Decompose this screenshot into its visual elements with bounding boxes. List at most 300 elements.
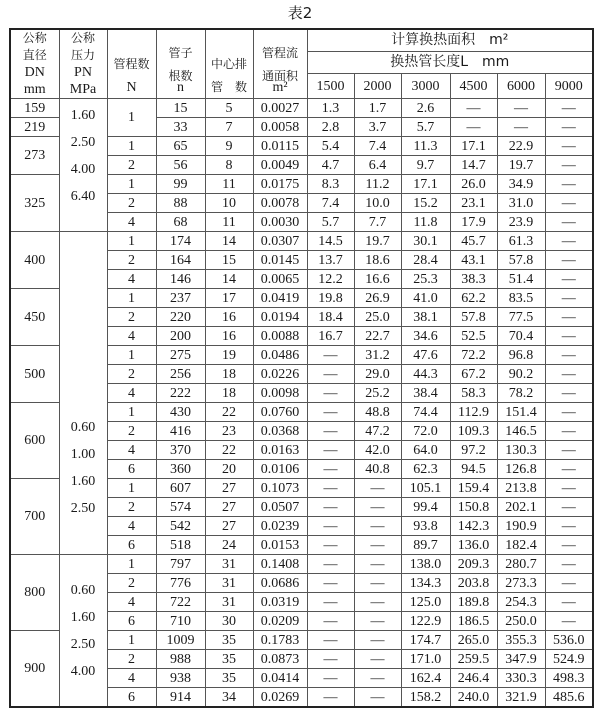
cell-flow-area: 0.0078 bbox=[253, 194, 307, 213]
cell-dn: 800 bbox=[10, 555, 59, 631]
cell-tube-count: 776 bbox=[156, 574, 205, 593]
cell-heat-area: — bbox=[497, 99, 545, 118]
header-pn-line: 公称 bbox=[70, 31, 95, 45]
cell-dn: 400 bbox=[10, 232, 59, 289]
cell-heat-area: 41.0 bbox=[401, 289, 450, 308]
cell-heat-area: — bbox=[545, 346, 593, 365]
cell-heat-area: 96.8 bbox=[497, 346, 545, 365]
cell-heat-area: 11.8 bbox=[401, 213, 450, 232]
header-center bbox=[205, 29, 253, 99]
cell-heat-area: — bbox=[307, 650, 354, 669]
cell-heat-area: 11.3 bbox=[401, 137, 450, 156]
cell-heat-area: 57.8 bbox=[497, 251, 545, 270]
cell-heat-area: — bbox=[307, 460, 354, 479]
cell-heat-area: 158.2 bbox=[401, 688, 450, 708]
cell-heat-area: — bbox=[545, 441, 593, 460]
cell-heat-area: 57.8 bbox=[450, 308, 497, 327]
cell-heat-area: — bbox=[307, 669, 354, 688]
cell-heat-area: — bbox=[545, 536, 593, 555]
header-length: 9000 bbox=[545, 74, 593, 99]
header-tubes bbox=[156, 29, 205, 99]
header-pn-line: PN bbox=[74, 65, 92, 80]
cell-center-row-count: 24 bbox=[205, 536, 253, 555]
cell-heat-area: 265.0 bbox=[450, 631, 497, 650]
cell-heat-area: 125.0 bbox=[401, 593, 450, 612]
cell-heat-area: 171.0 bbox=[401, 650, 450, 669]
cell-heat-area: 246.4 bbox=[450, 669, 497, 688]
cell-heat-area: — bbox=[545, 175, 593, 194]
cell-heat-area: — bbox=[307, 555, 354, 574]
header-pn-line: 压力 bbox=[70, 48, 95, 62]
cell-heat-area: 209.3 bbox=[450, 555, 497, 574]
cell-flow-area: 0.0163 bbox=[253, 441, 307, 460]
pressure-value: 0.60 bbox=[70, 582, 96, 598]
cell-heat-area: 72.0 bbox=[401, 422, 450, 441]
cell-heat-area: — bbox=[497, 118, 545, 137]
cell-heat-area: 4.7 bbox=[307, 156, 354, 175]
cell-heat-area: — bbox=[545, 308, 593, 327]
cell-pressure-group bbox=[59, 232, 107, 555]
cell-center-row-count: 34 bbox=[205, 688, 253, 708]
header-pn bbox=[59, 29, 107, 99]
cell-heat-area: 22.9 bbox=[497, 137, 545, 156]
cell-heat-area: 16.6 bbox=[354, 270, 401, 289]
cell-passes: 1 bbox=[107, 403, 156, 422]
cell-heat-area: — bbox=[545, 156, 593, 175]
cell-center-row-count: 22 bbox=[205, 403, 253, 422]
cell-heat-area: 44.3 bbox=[401, 365, 450, 384]
cell-flow-area: 0.0175 bbox=[253, 175, 307, 194]
cell-heat-area: 162.4 bbox=[401, 669, 450, 688]
cell-heat-area: 58.3 bbox=[450, 384, 497, 403]
cell-passes: 2 bbox=[107, 498, 156, 517]
cell-heat-area: 146.5 bbox=[497, 422, 545, 441]
heat-exchanger-spec-table bbox=[9, 28, 594, 708]
cell-heat-area: 321.9 bbox=[497, 688, 545, 708]
cell-heat-area: — bbox=[354, 631, 401, 650]
cell-heat-area: 40.8 bbox=[354, 460, 401, 479]
cell-center-row-count: 18 bbox=[205, 384, 253, 403]
cell-tube-count: 914 bbox=[156, 688, 205, 708]
cell-tube-count: 164 bbox=[156, 251, 205, 270]
pressure-value: 6.40 bbox=[70, 189, 96, 204]
cell-center-row-count: 11 bbox=[205, 175, 253, 194]
cell-heat-area: 28.4 bbox=[401, 251, 450, 270]
pressure-value: 1.60 bbox=[70, 609, 96, 625]
cell-heat-area: — bbox=[354, 479, 401, 498]
cell-center-row-count: 15 bbox=[205, 251, 253, 270]
cell-heat-area: 97.2 bbox=[450, 441, 497, 460]
header-flow-unit: m² bbox=[272, 80, 288, 95]
cell-passes: 2 bbox=[107, 574, 156, 593]
cell-heat-area: — bbox=[545, 384, 593, 403]
cell-heat-area: — bbox=[545, 270, 593, 289]
cell-heat-area: 42.0 bbox=[354, 441, 401, 460]
cell-heat-area: 12.2 bbox=[307, 270, 354, 289]
cell-heat-area: 25.0 bbox=[354, 308, 401, 327]
cell-flow-area: 0.0098 bbox=[253, 384, 307, 403]
cell-heat-area: 99.4 bbox=[401, 498, 450, 517]
cell-passes: 6 bbox=[107, 536, 156, 555]
cell-passes: 4 bbox=[107, 327, 156, 346]
cell-heat-area: 30.1 bbox=[401, 232, 450, 251]
cell-heat-area: 112.9 bbox=[450, 403, 497, 422]
cell-heat-area: 61.3 bbox=[497, 232, 545, 251]
cell-heat-area: 138.0 bbox=[401, 555, 450, 574]
cell-passes: 1 bbox=[107, 631, 156, 650]
cell-heat-area: — bbox=[307, 365, 354, 384]
cell-flow-area: 0.0106 bbox=[253, 460, 307, 479]
cell-heat-area: 10.0 bbox=[354, 194, 401, 213]
cell-passes: 2 bbox=[107, 308, 156, 327]
cell-tube-count: 222 bbox=[156, 384, 205, 403]
cell-heat-area: — bbox=[354, 688, 401, 708]
cell-passes: 6 bbox=[107, 688, 156, 708]
cell-tube-count: 88 bbox=[156, 194, 205, 213]
cell-heat-area: — bbox=[545, 327, 593, 346]
cell-heat-area: 6.4 bbox=[354, 156, 401, 175]
cell-heat-area: 498.3 bbox=[545, 669, 593, 688]
cell-flow-area: 0.0209 bbox=[253, 612, 307, 631]
cell-center-row-count: 31 bbox=[205, 555, 253, 574]
header-pn-line: MPa bbox=[69, 82, 97, 97]
cell-flow-area: 0.0115 bbox=[253, 137, 307, 156]
cell-passes: 1 bbox=[107, 232, 156, 251]
cell-heat-area: 174.7 bbox=[401, 631, 450, 650]
cell-center-row-count: 5 bbox=[205, 99, 253, 118]
cell-heat-area: 8.3 bbox=[307, 175, 354, 194]
cell-heat-area: 130.3 bbox=[497, 441, 545, 460]
cell-tube-count: 200 bbox=[156, 327, 205, 346]
cell-flow-area: 0.0319 bbox=[253, 593, 307, 612]
cell-heat-area: 2.6 bbox=[401, 99, 450, 118]
cell-tube-count: 370 bbox=[156, 441, 205, 460]
cell-heat-area: — bbox=[450, 99, 497, 118]
cell-heat-area: 259.5 bbox=[450, 650, 497, 669]
cell-heat-area: — bbox=[545, 213, 593, 232]
cell-tube-count: 275 bbox=[156, 346, 205, 365]
cell-heat-area: — bbox=[354, 612, 401, 631]
cell-heat-area: — bbox=[307, 441, 354, 460]
cell-center-row-count: 30 bbox=[205, 612, 253, 631]
cell-flow-area: 0.0058 bbox=[253, 118, 307, 137]
cell-heat-area: — bbox=[545, 365, 593, 384]
cell-center-row-count: 9 bbox=[205, 137, 253, 156]
cell-heat-area: 38.4 bbox=[401, 384, 450, 403]
cell-tube-count: 56 bbox=[156, 156, 205, 175]
header-tubes-unit: n bbox=[177, 80, 184, 95]
cell-flow-area: 0.0030 bbox=[253, 213, 307, 232]
cell-passes: 1 bbox=[107, 137, 156, 156]
cell-heat-area: 213.8 bbox=[497, 479, 545, 498]
cell-passes: 2 bbox=[107, 650, 156, 669]
cell-heat-area: 151.4 bbox=[497, 403, 545, 422]
cell-flow-area: 0.1073 bbox=[253, 479, 307, 498]
cell-tube-count: 607 bbox=[156, 479, 205, 498]
table-body bbox=[10, 99, 593, 708]
cell-passes: 4 bbox=[107, 669, 156, 688]
cell-heat-area: 17.1 bbox=[401, 175, 450, 194]
cell-flow-area: 0.0088 bbox=[253, 327, 307, 346]
cell-passes: 4 bbox=[107, 270, 156, 289]
header-passes-label: 管程数 bbox=[113, 57, 150, 71]
cell-heat-area: — bbox=[545, 99, 593, 118]
cell-flow-area: 0.0507 bbox=[253, 498, 307, 517]
cell-heat-area: — bbox=[545, 403, 593, 422]
cell-heat-area: 83.5 bbox=[497, 289, 545, 308]
cell-heat-area: — bbox=[545, 555, 593, 574]
cell-heat-area: 186.5 bbox=[450, 612, 497, 631]
cell-heat-area: — bbox=[307, 612, 354, 631]
cell-heat-area: 5.7 bbox=[401, 118, 450, 137]
cell-heat-area: — bbox=[545, 137, 593, 156]
cell-passes: 2 bbox=[107, 422, 156, 441]
cell-heat-area: 19.8 bbox=[307, 289, 354, 308]
cell-heat-area: — bbox=[545, 612, 593, 631]
cell-center-row-count: 14 bbox=[205, 232, 253, 251]
cell-heat-area: 74.4 bbox=[401, 403, 450, 422]
cell-heat-area: 16.7 bbox=[307, 327, 354, 346]
cell-heat-area: — bbox=[307, 384, 354, 403]
cell-heat-area: 182.4 bbox=[497, 536, 545, 555]
cell-heat-area: 347.9 bbox=[497, 650, 545, 669]
cell-tube-count: 1009 bbox=[156, 631, 205, 650]
cell-tube-count: 430 bbox=[156, 403, 205, 422]
cell-heat-area: — bbox=[545, 574, 593, 593]
cell-heat-area: 109.3 bbox=[450, 422, 497, 441]
cell-heat-area: 240.0 bbox=[450, 688, 497, 708]
cell-heat-area: — bbox=[354, 650, 401, 669]
cell-passes: 4 bbox=[107, 593, 156, 612]
cell-heat-area: 14.7 bbox=[450, 156, 497, 175]
cell-heat-area: 11.2 bbox=[354, 175, 401, 194]
header-flow-line: 管程流 bbox=[261, 45, 298, 60]
cell-heat-area: — bbox=[307, 346, 354, 365]
cell-passes: 1 bbox=[107, 346, 156, 365]
cell-heat-area: 70.4 bbox=[497, 327, 545, 346]
pressure-value: 2.50 bbox=[70, 636, 96, 652]
cell-heat-area: 105.1 bbox=[401, 479, 450, 498]
cell-heat-area: — bbox=[307, 422, 354, 441]
cell-flow-area: 0.0027 bbox=[253, 99, 307, 118]
cell-heat-area: 51.4 bbox=[497, 270, 545, 289]
cell-heat-area: 17.1 bbox=[450, 137, 497, 156]
cell-heat-area: 150.8 bbox=[450, 498, 497, 517]
cell-center-row-count: 31 bbox=[205, 593, 253, 612]
cell-dn: 325 bbox=[10, 175, 59, 232]
cell-flow-area: 0.0419 bbox=[253, 289, 307, 308]
cell-passes: 2 bbox=[107, 194, 156, 213]
cell-passes: 1 bbox=[107, 289, 156, 308]
cell-heat-area: — bbox=[545, 498, 593, 517]
cell-heat-area: — bbox=[545, 118, 593, 137]
cell-passes: 6 bbox=[107, 460, 156, 479]
cell-center-row-count: 20 bbox=[205, 460, 253, 479]
cell-tube-count: 99 bbox=[156, 175, 205, 194]
cell-heat-area: 25.3 bbox=[401, 270, 450, 289]
table-caption: 表2 bbox=[287, 4, 313, 22]
cell-heat-area: 7.7 bbox=[354, 213, 401, 232]
cell-heat-area: 122.9 bbox=[401, 612, 450, 631]
cell-heat-area: 34.6 bbox=[401, 327, 450, 346]
cell-heat-area: 5.4 bbox=[307, 137, 354, 156]
cell-center-row-count: 35 bbox=[205, 669, 253, 688]
cell-dn: 900 bbox=[10, 631, 59, 708]
cell-heat-area: 250.0 bbox=[497, 612, 545, 631]
cell-tube-count: 542 bbox=[156, 517, 205, 536]
cell-heat-area: 485.6 bbox=[545, 688, 593, 708]
cell-heat-area: 126.8 bbox=[497, 460, 545, 479]
cell-heat-area: 26.0 bbox=[450, 175, 497, 194]
cell-tube-count: 797 bbox=[156, 555, 205, 574]
cell-heat-area: 273.3 bbox=[497, 574, 545, 593]
cell-center-row-count: 31 bbox=[205, 574, 253, 593]
cell-heat-area: — bbox=[354, 555, 401, 574]
cell-dn: 600 bbox=[10, 403, 59, 479]
cell-heat-area: 52.5 bbox=[450, 327, 497, 346]
cell-heat-area: 29.0 bbox=[354, 365, 401, 384]
header-dn-line: DN bbox=[24, 65, 45, 80]
cell-heat-area: — bbox=[307, 498, 354, 517]
cell-heat-area: — bbox=[545, 251, 593, 270]
pressure-value: 2.50 bbox=[70, 501, 96, 516]
cell-heat-area: 524.9 bbox=[545, 650, 593, 669]
cell-dn: 700 bbox=[10, 479, 59, 555]
cell-heat-area: 77.5 bbox=[497, 308, 545, 327]
cell-passes: 4 bbox=[107, 213, 156, 232]
header-passes bbox=[107, 29, 156, 99]
header-length: 1500 bbox=[307, 74, 354, 99]
cell-heat-area: 18.6 bbox=[354, 251, 401, 270]
header-length-title: 换热管长度L mm bbox=[307, 52, 593, 74]
cell-heat-area: — bbox=[545, 517, 593, 536]
cell-center-row-count: 23 bbox=[205, 422, 253, 441]
header-dn bbox=[10, 29, 59, 99]
header-length: 3000 bbox=[401, 74, 450, 99]
cell-heat-area: 38.1 bbox=[401, 308, 450, 327]
cell-tube-count: 65 bbox=[156, 137, 205, 156]
pressure-list bbox=[60, 582, 107, 680]
header-length: 4500 bbox=[450, 74, 497, 99]
cell-flow-area: 0.0239 bbox=[253, 517, 307, 536]
cell-heat-area: 203.8 bbox=[450, 574, 497, 593]
cell-passes: 1 bbox=[107, 479, 156, 498]
cell-tube-count: 360 bbox=[156, 460, 205, 479]
cell-tube-count: 220 bbox=[156, 308, 205, 327]
cell-heat-area: 62.2 bbox=[450, 289, 497, 308]
cell-heat-area: — bbox=[354, 536, 401, 555]
cell-center-row-count: 17 bbox=[205, 289, 253, 308]
cell-tube-count: 710 bbox=[156, 612, 205, 631]
cell-heat-area: 72.2 bbox=[450, 346, 497, 365]
cell-heat-area: — bbox=[354, 574, 401, 593]
cell-heat-area: 202.1 bbox=[497, 498, 545, 517]
cell-center-row-count: 19 bbox=[205, 346, 253, 365]
cell-flow-area: 0.0226 bbox=[253, 365, 307, 384]
cell-tube-count: 256 bbox=[156, 365, 205, 384]
cell-flow-area: 0.0686 bbox=[253, 574, 307, 593]
cell-center-row-count: 27 bbox=[205, 479, 253, 498]
cell-passes: 6 bbox=[107, 612, 156, 631]
cell-flow-area: 0.0049 bbox=[253, 156, 307, 175]
cell-heat-area: 62.3 bbox=[401, 460, 450, 479]
cell-heat-area: 19.7 bbox=[497, 156, 545, 175]
cell-heat-area: 17.9 bbox=[450, 213, 497, 232]
cell-heat-area: 19.7 bbox=[354, 232, 401, 251]
cell-center-row-count: 11 bbox=[205, 213, 253, 232]
cell-heat-area: 22.7 bbox=[354, 327, 401, 346]
cell-center-row-count: 8 bbox=[205, 156, 253, 175]
header-center-line: 中心排 bbox=[210, 57, 247, 71]
cell-heat-area: 134.3 bbox=[401, 574, 450, 593]
cell-heat-area: 7.4 bbox=[354, 137, 401, 156]
cell-heat-area: 90.2 bbox=[497, 365, 545, 384]
header-dn-line: 直径 bbox=[22, 48, 47, 62]
cell-heat-area: 1.7 bbox=[354, 99, 401, 118]
cell-heat-area: — bbox=[545, 194, 593, 213]
cell-heat-area: 5.7 bbox=[307, 213, 354, 232]
cell-heat-area: 2.8 bbox=[307, 118, 354, 137]
table-row bbox=[10, 232, 593, 251]
cell-passes: 4 bbox=[107, 384, 156, 403]
cell-heat-area: 18.4 bbox=[307, 308, 354, 327]
cell-flow-area: 0.0153 bbox=[253, 536, 307, 555]
cell-flow-area: 0.0486 bbox=[253, 346, 307, 365]
pressure-value: 4.00 bbox=[70, 162, 96, 177]
cell-tube-count: 237 bbox=[156, 289, 205, 308]
cell-flow-area: 0.0269 bbox=[253, 688, 307, 708]
cell-heat-area: 1.3 bbox=[307, 99, 354, 118]
cell-heat-area: 142.3 bbox=[450, 517, 497, 536]
cell-dn: 159 bbox=[10, 99, 59, 118]
pressure-value: 1.60 bbox=[70, 474, 96, 489]
cell-center-row-count: 16 bbox=[205, 327, 253, 346]
pressure-value: 1.60 bbox=[70, 108, 96, 123]
cell-heat-area: — bbox=[307, 688, 354, 708]
cell-passes: 2 bbox=[107, 251, 156, 270]
cell-passes: 4 bbox=[107, 441, 156, 460]
cell-heat-area: — bbox=[545, 460, 593, 479]
cell-center-row-count: 35 bbox=[205, 631, 253, 650]
cell-heat-area: 330.3 bbox=[497, 669, 545, 688]
cell-heat-area: 536.0 bbox=[545, 631, 593, 650]
cell-flow-area: 0.0414 bbox=[253, 669, 307, 688]
pressure-list bbox=[60, 419, 107, 517]
cell-heat-area: 25.2 bbox=[354, 384, 401, 403]
cell-pressure-group bbox=[59, 99, 107, 232]
cell-heat-area: — bbox=[354, 517, 401, 536]
cell-heat-area: 64.0 bbox=[401, 441, 450, 460]
cell-heat-area: 23.1 bbox=[450, 194, 497, 213]
header-tubes-line: 根数 bbox=[168, 68, 193, 83]
pressure-value: 1.00 bbox=[70, 447, 96, 462]
cell-tube-count: 174 bbox=[156, 232, 205, 251]
cell-center-row-count: 35 bbox=[205, 650, 253, 669]
cell-center-row-count: 18 bbox=[205, 365, 253, 384]
cell-pressure-group bbox=[59, 555, 107, 708]
cell-heat-area: 355.3 bbox=[497, 631, 545, 650]
cell-heat-area: — bbox=[545, 479, 593, 498]
cell-flow-area: 0.0194 bbox=[253, 308, 307, 327]
cell-heat-area: 14.5 bbox=[307, 232, 354, 251]
cell-heat-area: 48.8 bbox=[354, 403, 401, 422]
header-dn-line: 公称 bbox=[22, 31, 47, 45]
cell-flow-area: 0.0307 bbox=[253, 232, 307, 251]
cell-heat-area: 15.2 bbox=[401, 194, 450, 213]
header-length: 2000 bbox=[354, 74, 401, 99]
cell-flow-area: 0.1783 bbox=[253, 631, 307, 650]
cell-center-row-count: 7 bbox=[205, 118, 253, 137]
